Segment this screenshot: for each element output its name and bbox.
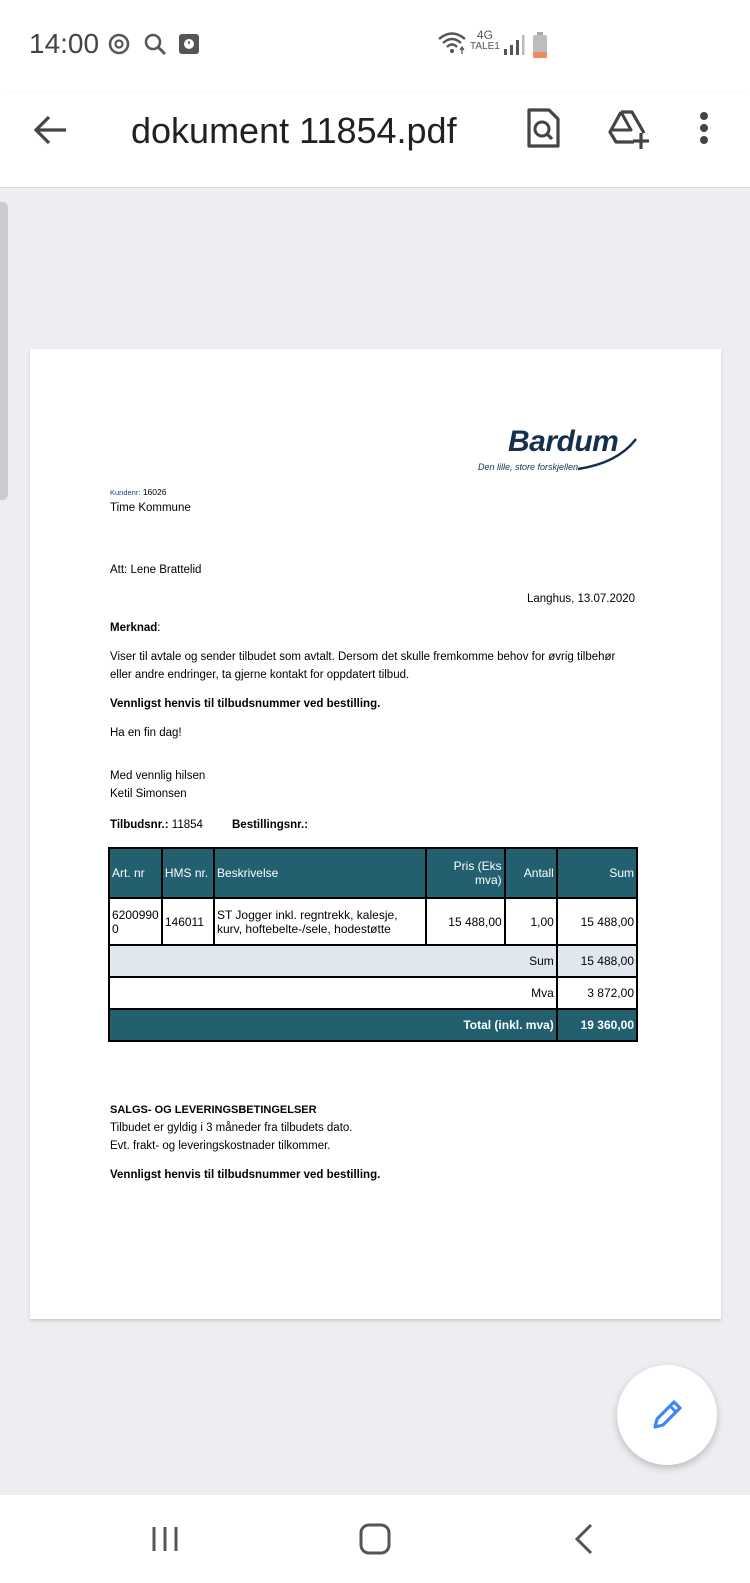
system-nav-bar — [0, 1495, 750, 1583]
offer-number — [110, 819, 203, 831]
subtotal-row — [109, 945, 637, 977]
bardum-logo — [478, 425, 658, 475]
remark-line-1: Viser til avtale og sender tilbudet som avtalt. Dersom det skulle fremkomme behov for øvrig tilbehør — [110, 651, 616, 663]
closing: Med vennlig hilsen — [110, 770, 206, 782]
logo-tagline: Den lille, store forskjellen — [478, 462, 579, 472]
status-time: 14:00 — [29, 28, 100, 59]
back-icon[interactable] — [561, 1519, 609, 1559]
offer-number-label: Tilbudsnr.: — [110, 819, 169, 831]
drive-add-icon[interactable] — [606, 106, 650, 150]
remark-heading — [110, 622, 161, 634]
cell-art-nr-line-1: 6200990 — [112, 907, 159, 922]
vat-label: Mva — [109, 977, 557, 1009]
wifi-icon — [437, 30, 467, 56]
header-art-nr: Art. nr — [109, 848, 162, 898]
vat-value: 3 872,00 — [557, 977, 637, 1009]
header-sum: Sum — [557, 848, 637, 898]
order-number-label: Bestillingsnr.: — [232, 819, 309, 831]
document-search-icon[interactable] — [521, 106, 565, 150]
signal-icon — [503, 34, 525, 56]
place-date: Langhus, 13.07.2020 — [527, 593, 636, 605]
recent-apps-icon[interactable] — [141, 1519, 189, 1559]
remark-label: Merknad — [110, 622, 158, 634]
scrollbar-thumb[interactable] — [0, 202, 8, 500]
total-label: Total (inkl. mva) — [109, 1009, 557, 1041]
header-price-line-2: mva) — [475, 873, 502, 887]
reference-note: Vennligst henvis til tilbudsnummer ved bestilling. — [110, 698, 381, 710]
network-type: 4G — [476, 28, 493, 42]
table-header-row — [109, 848, 637, 898]
home-icon[interactable] — [351, 1519, 399, 1559]
battery-icon — [532, 31, 548, 59]
header-price — [426, 848, 504, 898]
cell-description-line-2: kurv, hoftebelte-/sele, hodestøtte — [216, 921, 391, 936]
pdf-page — [30, 349, 721, 1319]
cell-art-nr — [109, 898, 162, 945]
document-title: dokument 11854.pdf — [131, 110, 457, 151]
edit-fab-button[interactable] — [617, 1365, 717, 1465]
subtotal-label: Sum — [109, 945, 557, 977]
cell-description-line-1: ST Jogger inkl. regntrekk, kalesje, — [216, 907, 398, 922]
attention-line: Att: Lene Brattelid — [110, 564, 202, 576]
clock-app-icon — [178, 32, 200, 56]
app-bar — [0, 92, 750, 188]
customer-number-value: 16026 — [142, 487, 167, 497]
total-value: 19 360,00 — [557, 1009, 637, 1041]
cell-qty: 1,00 — [505, 898, 557, 945]
signature: Ketil Simonsen — [110, 788, 187, 800]
vat-row — [109, 977, 637, 1009]
more-vert-icon[interactable] — [682, 106, 726, 150]
network-label — [470, 30, 500, 52]
status-bar — [0, 0, 750, 92]
customer-number — [110, 487, 166, 497]
pencil-edit-icon — [647, 1395, 687, 1435]
terms-line-1: Tilbudet er gyldig i 3 måneder fra tilbudets dato. — [110, 1122, 353, 1134]
header-hms-nr: HMS nr. — [162, 848, 214, 898]
logo-name: Bardum — [508, 425, 619, 458]
arrow-left-icon[interactable] — [30, 108, 74, 152]
greeting: Ha en fin dag! — [110, 727, 182, 739]
header-price-line-1: Pris (Eks — [453, 859, 502, 873]
remark-line-2: eller andre endringer, ta gjerne kontakt for oppdatert tilbud. — [110, 669, 410, 681]
cell-description — [214, 898, 427, 945]
terms-heading: SALGS- OG LEVERINGSBETINGELSER — [110, 1104, 317, 1116]
cell-art-nr-line-2: 0 — [112, 921, 119, 936]
quote-table — [108, 847, 638, 1042]
cell-price: 15 488,00 — [426, 898, 504, 945]
cell-sum: 15 488,00 — [557, 898, 637, 945]
terms-note: Vennligst henvis til tilbudsnummer ved bestilling. — [110, 1169, 381, 1181]
terms-line-2: Evt. frakt- og leveringskostnader tilkommer. — [110, 1140, 331, 1152]
customer-name: Time Kommune — [110, 502, 191, 514]
header-description: Beskrivelse — [214, 848, 427, 898]
search-icon — [143, 32, 167, 56]
offer-number-value: 11854 — [171, 819, 203, 831]
table-row — [109, 898, 637, 945]
sync-icon — [107, 32, 131, 56]
remark-colon: : — [157, 622, 161, 634]
pdf-viewer[interactable] — [0, 188, 750, 1495]
carrier-name: TALE1 — [470, 41, 500, 52]
header-qty: Antall — [505, 848, 557, 898]
cell-hms-nr: 146011 — [162, 898, 214, 945]
total-row — [109, 1009, 637, 1041]
customer-number-label: Kundenr: — [110, 488, 141, 497]
subtotal-value: 15 488,00 — [557, 945, 637, 977]
